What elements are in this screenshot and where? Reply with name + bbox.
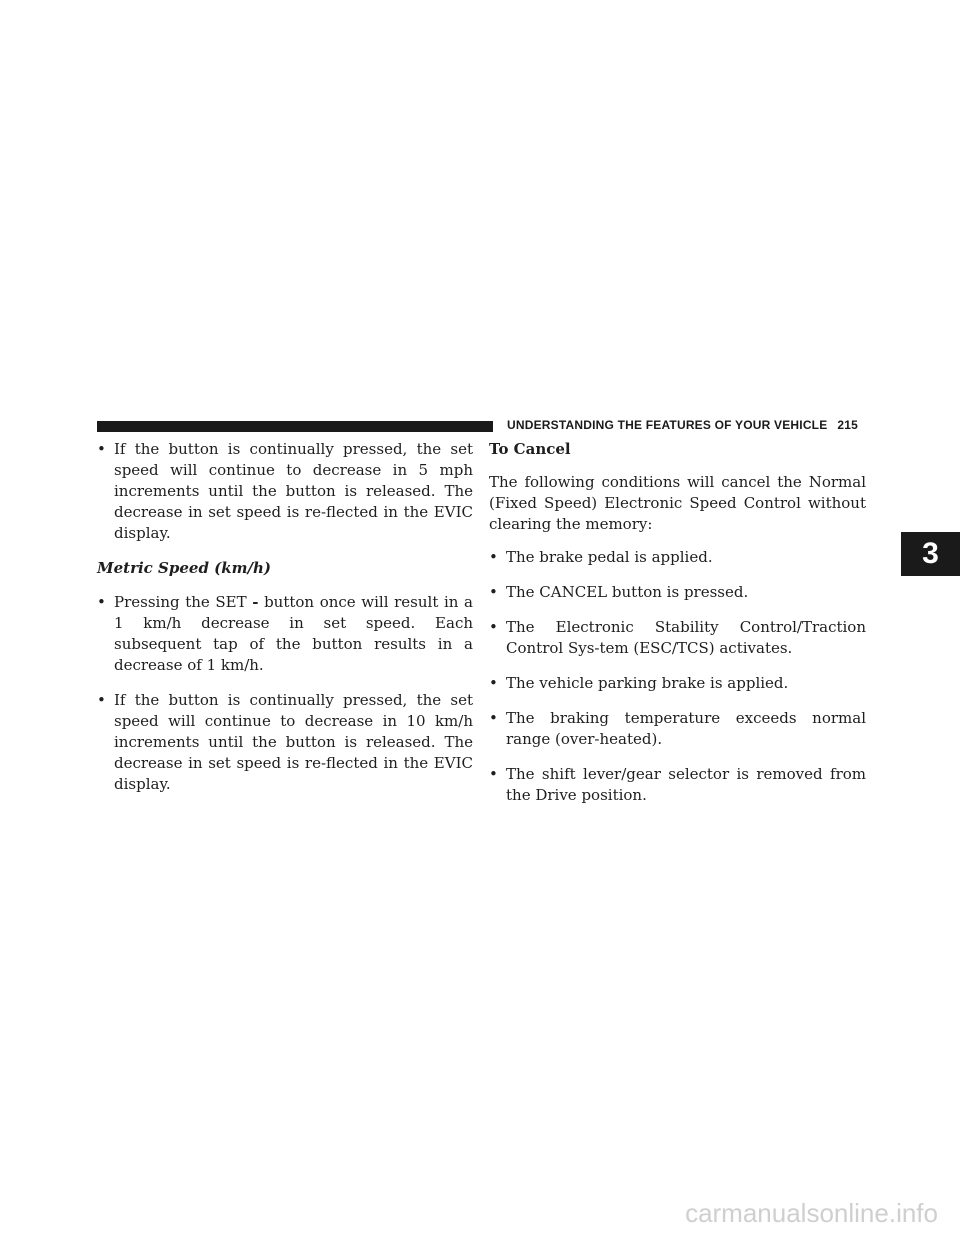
list-item xyxy=(489,673,866,694)
bullet-icon: • xyxy=(97,593,106,611)
bullet-text xyxy=(114,593,473,674)
bullet-text: The braking temperature exceeds normal range (over-heated). xyxy=(506,709,866,748)
bullet-text: If the button is continually pressed, the set speed will continue to decrease in 10 km/h increments until the button is released. The decrease in set speed is re-flected in the EVIC display. xyxy=(114,691,473,793)
left-column xyxy=(97,439,473,809)
bullet-text-part: button once will result in a 1 km/h decrease in set speed. Each subsequent tap of the button results in a decrease of 1 km/h. xyxy=(114,593,473,674)
page-number: 215 xyxy=(837,418,859,432)
list-item xyxy=(97,439,473,544)
chapter-tab: 3 xyxy=(901,532,960,576)
list-item xyxy=(489,582,866,603)
bullet-text: If the button is continually pressed, the set speed will continue to decrease in 5 mph increments until the button is released. The decrease in set speed is re-flected in the EVIC display. xyxy=(114,440,473,542)
bullet-text: The vehicle parking brake is applied. xyxy=(506,674,789,692)
bullet-icon: • xyxy=(489,548,498,566)
bullet-text-part: Pressing the SET xyxy=(114,593,253,611)
list-item xyxy=(489,764,866,806)
bullet-icon: • xyxy=(489,618,498,636)
bullet-icon: • xyxy=(97,440,106,458)
bullet-icon: • xyxy=(489,765,498,783)
watermark: carmanualsonline.info xyxy=(685,1198,938,1228)
section-heading: Metric Speed (km/h) xyxy=(97,559,271,577)
list-item xyxy=(97,592,473,676)
bullet-text: The shift lever/gear selector is removed from the Drive position. xyxy=(506,765,866,804)
list-item xyxy=(489,617,866,659)
running-header xyxy=(507,418,858,432)
bullet-icon: • xyxy=(97,691,106,709)
list-item xyxy=(489,708,866,750)
bullet-icon: • xyxy=(489,709,498,727)
bullet-icon: • xyxy=(489,583,498,601)
list-item xyxy=(489,547,866,568)
section-heading: To Cancel xyxy=(489,440,571,458)
minus-symbol: - xyxy=(252,593,259,611)
bullet-text: The Electronic Stability Control/Traction Control Sys-tem (ESC/TCS) activates. xyxy=(506,618,866,657)
intro-paragraph: The following conditions will cancel the Normal (Fixed Speed) Electronic Speed Control without clearing the memory: xyxy=(489,473,866,533)
bullet-icon: • xyxy=(489,674,498,692)
list-item xyxy=(97,690,473,795)
bullet-text: The brake pedal is applied. xyxy=(506,548,713,566)
right-column xyxy=(489,439,866,820)
header-rule xyxy=(97,421,493,432)
bullet-text: The CANCEL button is pressed. xyxy=(506,583,749,601)
header-title: UNDERSTANDING THE FEATURES OF YOUR VEHICLE xyxy=(507,418,828,432)
